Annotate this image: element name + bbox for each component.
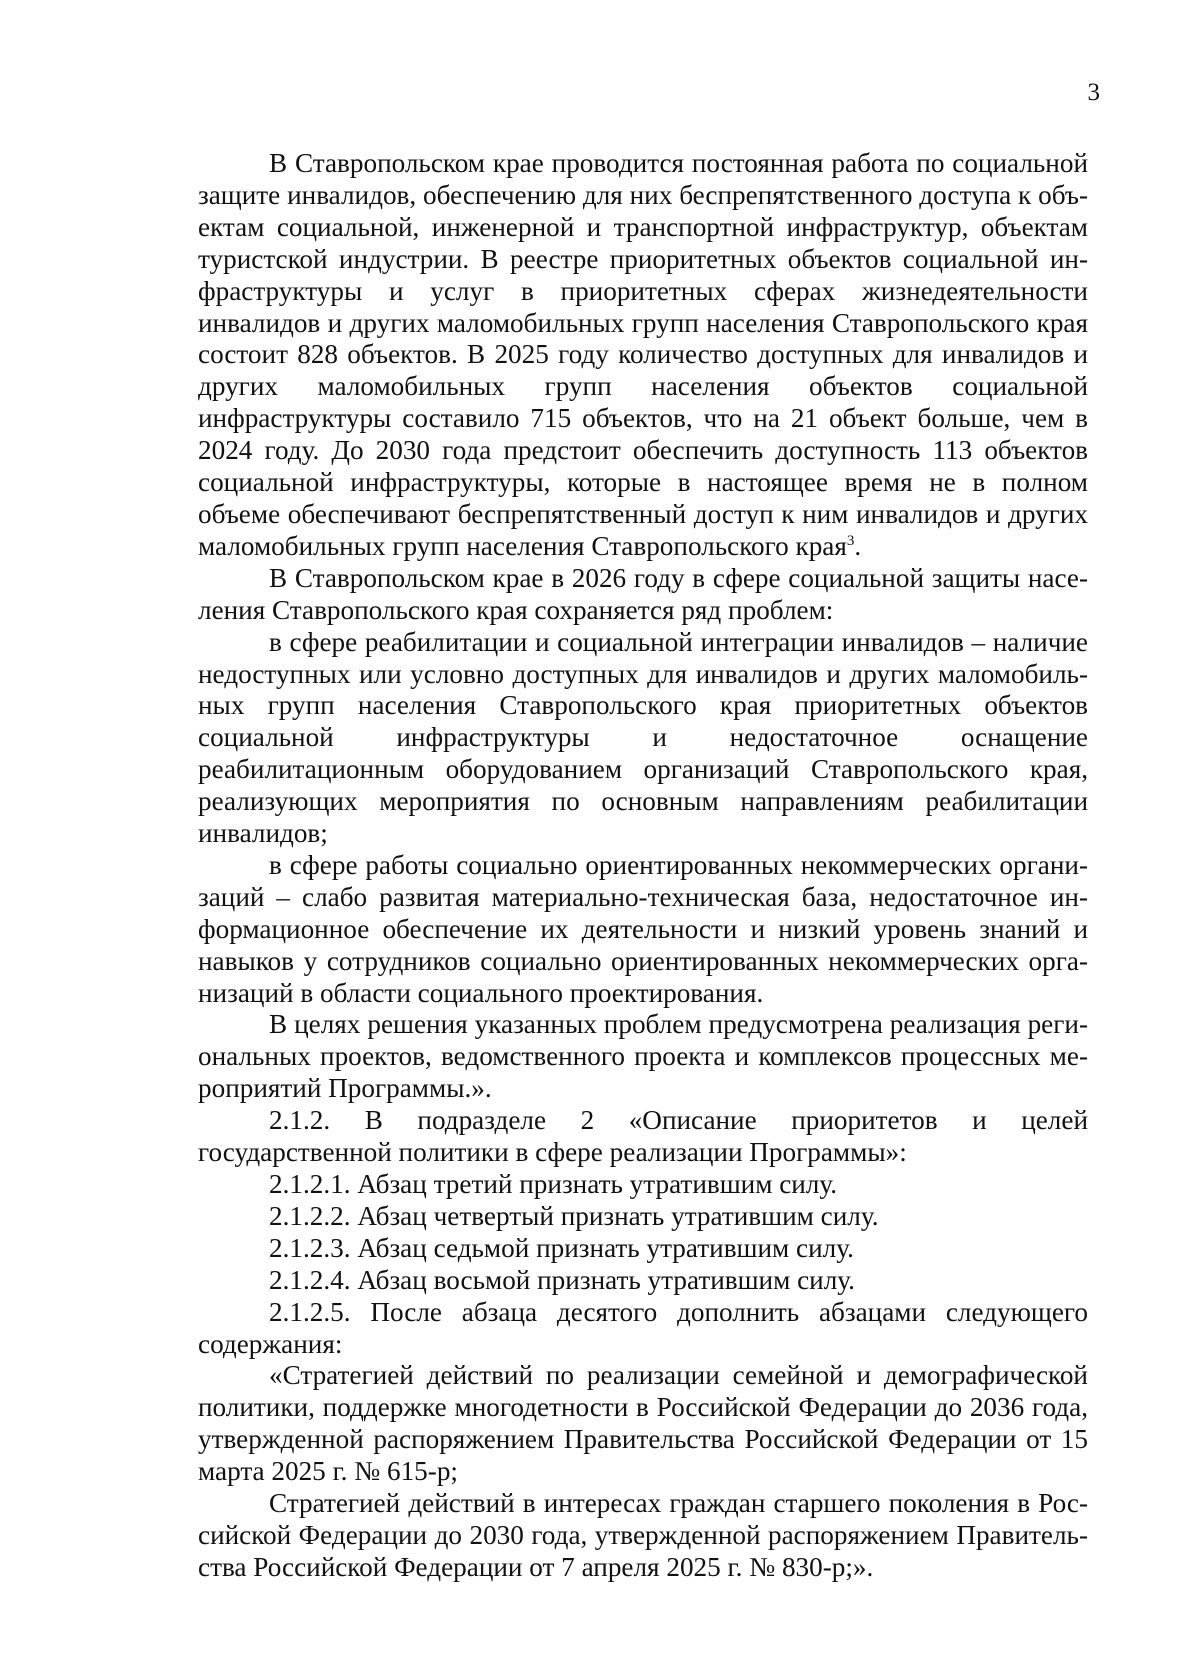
- paragraph-family-strategy: «Стратегией действий по реализации семейной и демографической политики, поддержке многодетности в Российской Федерации до 2036 года, утвержденной распоряжением Правительства Российской Федерации от 15 марта 2025 г. № 615-р;: [198, 1360, 1088, 1487]
- paragraph-clause-2-1-2-4: 2.1.2.4. Абзац восьмой признать утратившим силу.: [269, 1264, 855, 1295]
- paragraph-clause-2-1-2-3: 2.1.2.3. Абзац седьмой признать утратившим силу.: [269, 1232, 854, 1263]
- paragraph-accessibility-work: [198, 148, 1088, 563]
- paragraph-text: В Ставропольском крае проводится постоянная работа по социальной защите инвалидов, обеспечению для них беспрепятственного доступа к объектам социальной, инженерной и транспортной инфраструктур, объектам туристской индустрии. В реестре приоритетных объектов социальной инфраструктуры и услуг в приоритетных сферах жизнедеятельности инвалидов и других маломобильных групп населения Ставропольского края состоит 828 объектов. В 2025 году количество доступных для инвалидов и других маломобильных групп населения объектов социальной инфраструктуры составило 715 объектов, что на 21 объект больше, чем в 2024 году. До 2030 года предстоит обеспечить доступность 113 объектов социальной инфраструктуры, которые в настоящее время не в полном объеме обеспечивают беспрепятственный доступ к ним инвалидов и других маломобильных групп населения Ставропольского края: [198, 148, 1088, 561]
- document-body: [198, 148, 1088, 1584]
- paragraph-clause-2-1-2-1: 2.1.2.1. Абзац третий признать утратившим силу.: [269, 1169, 838, 1199]
- paragraph-clause-2-1-2-2: 2.1.2.2. Абзац четвертый признать утратившим силу.: [269, 1200, 879, 1231]
- paragraph-clause-2-1-2: 2.1.2. В подразделе 2 «Описание приоритетов и целей государственной политики в сфере реализации Программы»:: [198, 1105, 1088, 1168]
- paragraph-end-punctuation: .: [854, 530, 862, 561]
- paragraph-solution-projects: В целях решения указанных проблем предусмотрена реализация региональных проектов, ведомственного проекта и комплексов процессных мероприятий Программы.».: [198, 1009, 1088, 1104]
- paragraph-rehabilitation-problems: в сфере реабилитации и социальной интеграции инвалидов – наличие недоступных или условно доступных для инвалидов и других маломобильных групп населения Ставропольского края приоритетных объектов социальной инфраструктуры и недостаточное оснащение реабилитационным оборудованием организаций Ставропольского края, реализующих мероприятия по основным направлениям реабилитации инвалидов;: [198, 626, 1088, 849]
- paragraph-clause-2-1-2-5: 2.1.2.5. После абзаца десятого дополнить абзацами следующего содержания:: [198, 1296, 1088, 1359]
- footnote-reference: 3: [846, 532, 855, 549]
- page-number: 3: [1087, 79, 1100, 106]
- paragraph-older-generation-strategy: Стратегией действий в интересах граждан старшего поколения в Российской Федерации до 2030 года, утвержденной распоряжением Правительства Российской Федерации от 7 апреля 2025 г. № 830-р;».: [198, 1488, 1088, 1582]
- paragraph-problems-intro: В Ставропольском крае в 2026 году в сфере социальной защиты населения Ставропольского края сохраняется ряд проблем:: [198, 562, 1088, 625]
- paragraph-nonprofit-problems: в сфере работы социально ориентированных некоммерческих организаций – слабо развитая материально-техническая база, недостаточное информационное обеспечение их деятельности и низкий уровень знаний и навыков у сотрудников социально ориентированных некоммерческих организаций в области социального проектирования.: [198, 849, 1088, 1008]
